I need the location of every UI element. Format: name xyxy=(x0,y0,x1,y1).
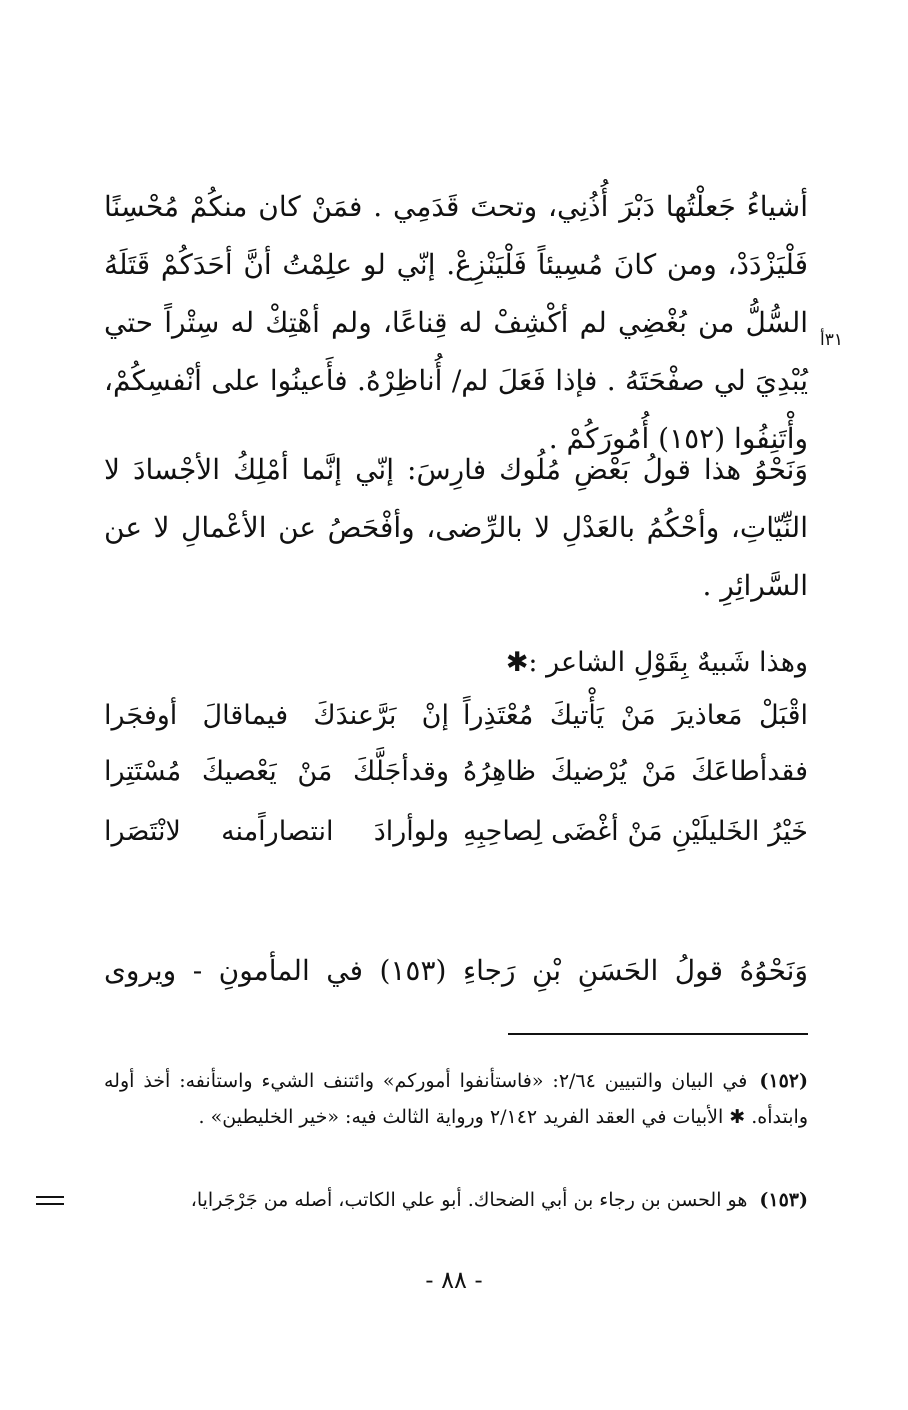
verse-second-hemistich: وقدأجَلَّكَ مَنْ يَعْصيكَ مُسْتَتِرا xyxy=(104,756,449,787)
verse-first-hemistich: اقْبَلْ مَعاذيرَ مَنْ يَأْتيكَ مُعْتَذِراً xyxy=(463,700,808,731)
poetry-intro: وهذا شَبيهٌ بِقَوْلِ الشاعر :✱ xyxy=(505,647,808,678)
footnote-separator xyxy=(508,1033,808,1035)
verse-line xyxy=(104,810,808,860)
main-paragraph-2: وَنَحْوُ هذا قولُ بَعْضِ مُلُوك فارِسَ: إنّي إنَّما أمْلِكُ الأجْسادَ لا النِّيّاتِ، وأحْكُمُ بالعَدْلِ لا بالرِّضى، وأفْحَصُ عن الأعْمالِ لا عن السَّرائِرِ . xyxy=(104,453,808,602)
continuation-mark xyxy=(36,1196,64,1206)
margin-folio-note: ٣١أ xyxy=(820,330,843,350)
page-number: - ٨٨ - xyxy=(425,1266,483,1294)
footnote-text: في البيان والتبيين ٢/٦٤: «فاستأنفوا أموركم» وائتنف الشيء واستأنفه: أخذ أوله وابتدأه. ✱ الأبيات في العقد الفريد ٢/١٤٢ ورواية الثالث فيه: «خير الخليطين» . xyxy=(104,1070,808,1128)
verse-first-hemistich: فقدأطاعَكَ مَنْ يُرْضيكَ ظاهِرُهُ xyxy=(463,756,808,787)
footnote xyxy=(104,1182,808,1218)
footnote-number: (١٥٣) xyxy=(759,1189,808,1211)
verse-line xyxy=(104,694,808,744)
footnote xyxy=(104,1063,808,1135)
verse-second-hemistich: ولوأرادَ انتصاراًمنه لانْتَصَرا xyxy=(104,816,449,847)
verse-line xyxy=(104,750,808,800)
main-paragraph-3: وَنَحْوُهُ قولُ الحَسَنِ بْنِ رَجاءِ (١٥٣) في المأمونِ - ويروى xyxy=(104,954,808,987)
footnote-number: (١٥٢) xyxy=(759,1070,808,1092)
main-paragraph-1: أشياءُ جَعلْتُها دَبْرَ أُذُنِي، وتحتَ قَدَمِي . فمَنْ كان منكُمْ مُحْسِنًا فَلْيَزْدَدْ، ومن كانَ مُسِيئاً فَلْيَنْزِعْ. إنّي لو علِمْتُ أنَّ أحَدَكُمْ قَتَلَهُ السُّلُّ من بُغْضِي لم أكْشِفْ له قِناعًا، ولم أهْتِكْ له سِتْراً حتي يُبْدِيَ لي صفْحَتَهُ . فإذا فَعَلَ لم/ أُناظِرْهُ. فأَعينُوا على أنْفسِكُمْ، وأْتَنِفُوا (١٥٢) أُمُورَكُمْ . xyxy=(104,190,808,455)
verse-first-hemistich: خَيْرُ الخَليلَيْنِ مَنْ أغْضَى لِصاحِبِهِ xyxy=(463,816,808,847)
footnote-text: هو الحسن بن رجاء بن أبي الضحاك. أبو علي الكاتب، أصله من جَرْجَرايا، xyxy=(190,1189,748,1211)
verse-second-hemistich: إنْ بَرَّعندَكَ فيماقالَ أوفجَرا xyxy=(104,700,449,731)
